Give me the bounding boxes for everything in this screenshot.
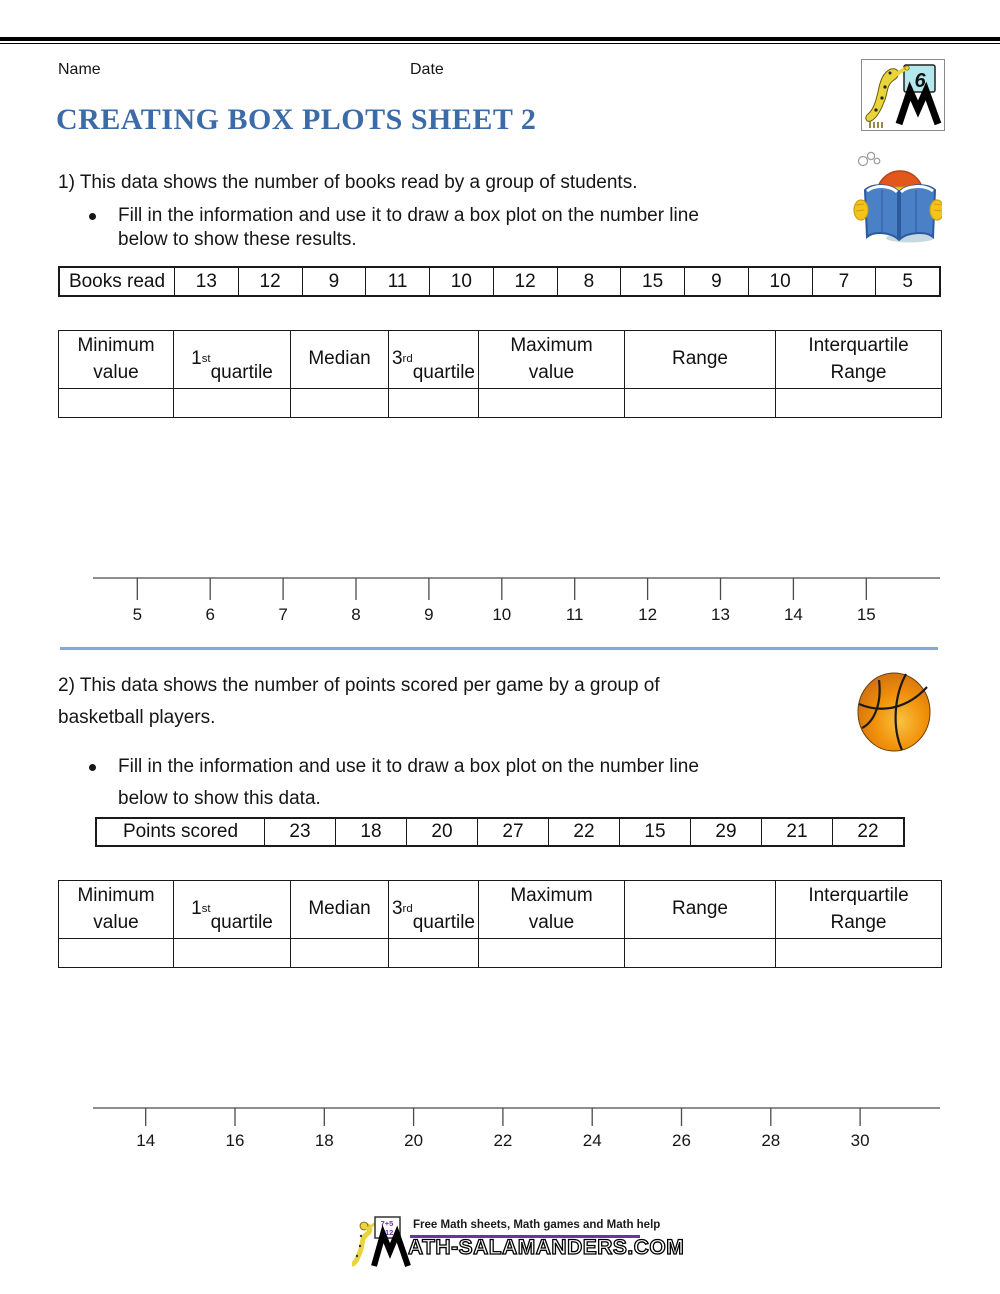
stats-answer-cell[interactable] (479, 939, 625, 967)
svg-text:24: 24 (582, 1131, 602, 1150)
stats-header-cell: Maximum value (479, 881, 625, 939)
svg-text:14: 14 (136, 1131, 156, 1150)
data-cell: 15 (620, 819, 691, 845)
data-cell: 5 (902, 270, 913, 292)
section-divider (60, 647, 938, 650)
q1-stats-table (58, 330, 942, 418)
footer-salamander-icon (352, 1214, 412, 1268)
q1-bullet-line2: below to show these results. (118, 229, 357, 250)
stats-header-cell: Median (291, 331, 389, 389)
q2-bullet-icon (89, 764, 96, 771)
q1-prompt: 1) This data shows the number of books read by a group of students. (58, 172, 638, 193)
data-cell: 11 (366, 268, 430, 295)
stats-answer-cell[interactable] (389, 939, 479, 967)
q2-prompt-line2: basketball players. (58, 707, 216, 728)
stats-header-cell: 3 rd quartile (389, 331, 479, 389)
svg-text:30: 30 (850, 1131, 870, 1150)
svg-text:7: 7 (278, 605, 288, 624)
data-cell: 12 (239, 268, 303, 295)
data-cell: 20 (407, 819, 478, 845)
svg-text:28: 28 (761, 1131, 781, 1150)
data-cell: 22 (549, 819, 620, 845)
logo-number-text: 6 (914, 70, 926, 92)
stats-answer-cell[interactable] (625, 389, 776, 417)
svg-text:10: 10 (492, 605, 512, 624)
svg-text:26: 26 (672, 1131, 691, 1150)
stats-answer-cell[interactable] (625, 939, 776, 967)
page-title: CREATING BOX PLOTS SHEET 2 (56, 103, 537, 136)
book-reader-icon (852, 150, 942, 244)
salamander-badge-icon (862, 60, 944, 130)
svg-text:18: 18 (314, 1131, 334, 1150)
svg-text:11: 11 (565, 605, 584, 624)
stats-header-cell: Range (625, 881, 776, 939)
footer-logo (352, 1214, 412, 1273)
data-cell: 18 (336, 819, 407, 845)
footer-tagline: Free Math sheets, Math games and Math help (413, 1219, 661, 1231)
data-cell: 22 (857, 821, 879, 842)
stats-header-cell: 1 st quartile (174, 331, 291, 389)
svg-text:12: 12 (638, 605, 658, 624)
site-logo-badge (861, 59, 945, 131)
row-label: Points scored (97, 819, 265, 845)
stats-answer-cell[interactable] (174, 389, 291, 417)
q2-bullet-line2: below to show this data. (118, 788, 321, 809)
stats-header-cell: Interquartile Range (776, 881, 941, 939)
data-cell: 10 (749, 268, 813, 295)
stats-header-cell: Range (625, 331, 776, 389)
svg-text:16: 16 (225, 1131, 245, 1150)
points-scored-table (95, 817, 905, 847)
row-label: Books read (60, 268, 175, 295)
svg-text:13: 13 (711, 605, 730, 624)
data-cell: 23 (265, 819, 336, 845)
data-cell: 9 (685, 268, 749, 295)
stats-answer-cell[interactable] (174, 939, 291, 967)
data-cell: 21 (762, 819, 833, 845)
stats-answer-cell[interactable] (291, 939, 389, 967)
stats-answer-cell[interactable] (389, 389, 479, 417)
data-cell: 9 (303, 268, 367, 295)
board-math-line1: 7+5 (380, 1219, 394, 1228)
basketball-clipart (856, 672, 932, 757)
q1-bullet-line1: Fill in the information and use it to draw a box plot on the number line (118, 205, 699, 226)
svg-text:5: 5 (132, 605, 143, 624)
stats-header-cell: Minimum value (59, 881, 174, 939)
reading-student-clipart (852, 150, 942, 249)
stats-header-cell: Median (291, 881, 389, 939)
data-cell: 7 (813, 268, 877, 295)
svg-text:15: 15 (856, 605, 876, 624)
name-label: Name (58, 61, 101, 78)
q1-numberline[interactable] (0, 570, 1000, 630)
data-cell: 12 (494, 268, 558, 295)
data-cell: 10 (430, 268, 494, 295)
stats-answer-cell[interactable] (776, 389, 941, 417)
data-cell: 15 (621, 268, 685, 295)
q2-prompt-line1: 2) This data shows the number of points scored per game by a group of (58, 675, 660, 696)
board-math-line2: =12 (380, 1228, 394, 1237)
svg-text:6: 6 (205, 605, 215, 624)
svg-text:14: 14 (783, 605, 803, 624)
stats-header-cell: Interquartile Range (776, 331, 941, 389)
stats-header-cell: Minimum value (59, 331, 174, 389)
stats-answer-cell[interactable] (776, 939, 941, 967)
q2-bullet-line1: Fill in the information and use it to draw a box plot on the number line (118, 756, 699, 777)
books-read-table (58, 266, 941, 297)
stats-answer-cell[interactable] (59, 389, 174, 417)
q1-bullet-icon (89, 213, 96, 220)
stats-answer-cell[interactable] (59, 939, 174, 967)
date-label: Date (410, 61, 444, 78)
basketball-icon (856, 672, 932, 752)
data-cell: 8 (558, 268, 622, 295)
q2-numberline[interactable] (0, 1100, 1000, 1160)
svg-text:9: 9 (424, 605, 434, 624)
svg-text:20: 20 (404, 1131, 424, 1150)
stats-header-cell: 1 st quartile (174, 881, 291, 939)
svg-text:8: 8 (351, 605, 361, 624)
data-cell: 29 (691, 819, 762, 845)
footer-wordmark: ATH-SALAMANDERS.COM (408, 1236, 685, 1259)
q2-stats-table (58, 880, 942, 968)
stats-answer-cell[interactable] (291, 389, 389, 417)
data-cell: 13 (175, 268, 239, 295)
top-rule (0, 37, 1000, 44)
stats-answer-cell[interactable] (479, 389, 625, 417)
data-cell: 27 (478, 819, 549, 845)
stats-header-cell: Maximum value (479, 331, 625, 389)
svg-text:22: 22 (493, 1131, 513, 1150)
stats-header-cell: 3 rd quartile (389, 881, 479, 939)
